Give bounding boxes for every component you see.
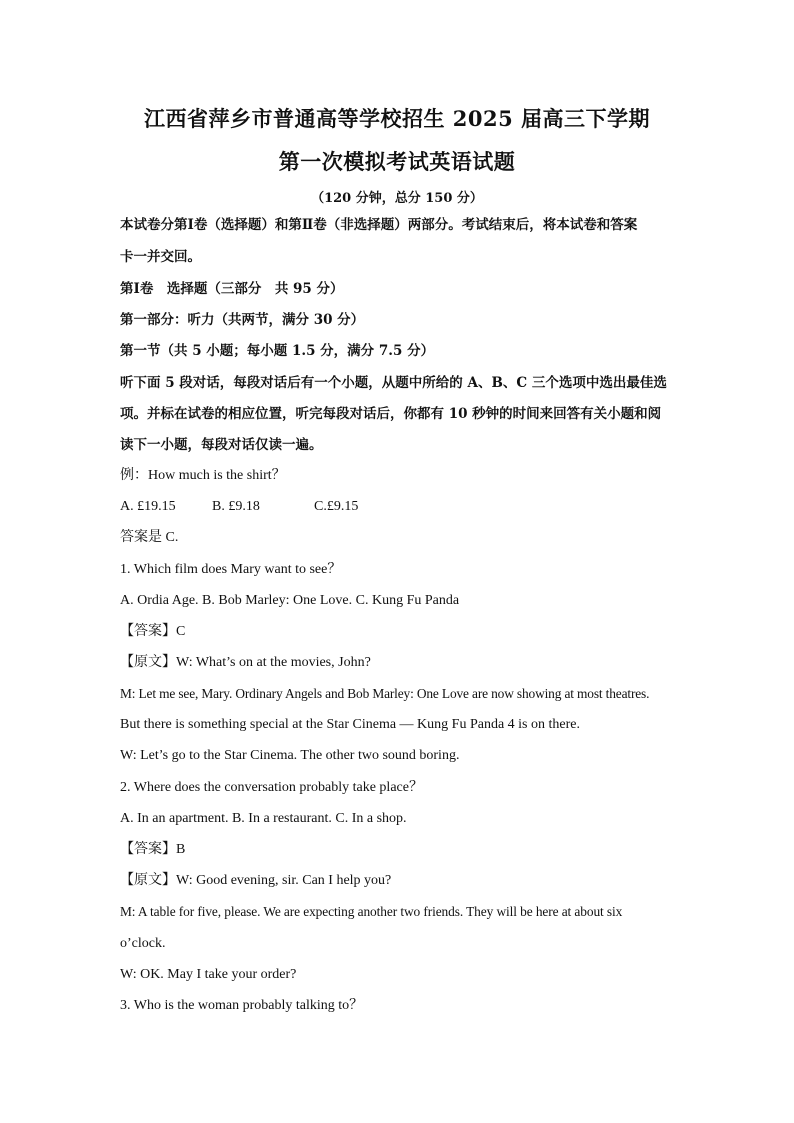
question-2: 2. Where does the conversation probably take place？: [120, 780, 423, 795]
question-2-transcript-line1: 【原文】W: Good evening, sir. Can I help you?: [120, 873, 392, 888]
part-one-heading: 第一部分：听力（共两节，满分 30 分）: [120, 312, 365, 328]
question-2-options: A. In an apartment. B. In a restaurant. C. In a shop.: [120, 811, 407, 826]
exam-title-line1: 江西省萍乡市普通高等学校招生 2025 届高三下学期: [143, 106, 651, 131]
section-one-heading: 第一节（共 5 小题；每小题 1.5 分，满分 7.5 分）: [120, 343, 435, 359]
question-2-transcript-line3: o’clock.: [120, 936, 166, 951]
question-3: 3. Who is the woman probably talking to？: [120, 998, 364, 1013]
exam-title-line2: 第一次模拟考试英语试题: [278, 149, 516, 174]
question-1-transcript-line3: But there is something special at the Star Cinema — Kung Fu Panda 4 is on there.: [120, 717, 580, 732]
question-2-answer: 【答案】B: [120, 842, 186, 857]
exam-duration: （120 分钟，总分 150 分）: [311, 191, 483, 206]
question-1-answer: 【答案】C: [120, 624, 186, 639]
directions-line1: 听下面 5 段对话，每段对话后有一个小题，从题中所给的 A、B、C 三个选项中选出最佳选: [120, 375, 667, 391]
question-1: 1. Which film does Mary want to see？: [120, 562, 342, 577]
instructions-line1: 本试卷分第Ⅰ卷（选择题）和第Ⅱ卷（非选择题）两部分。考试结束后，将本试卷和答案: [120, 217, 638, 233]
example-question: 例：How much is the shirt？: [120, 468, 286, 483]
example-option-a: A. £19.15: [120, 499, 176, 514]
instructions-line2: 卡一并交回。: [120, 249, 201, 265]
question-1-options: A. Ordia Age. B. Bob Marley: One Love. C. Kung Fu Panda: [120, 593, 460, 608]
example-answer: 答案是 C.: [120, 530, 179, 545]
question-1-transcript-line2: M: Let me see, Mary. Ordinary Angels and Bob Marley: One Love are now showing at most theatres.: [120, 686, 650, 701]
example-options: [120, 498, 358, 516]
volume-one-heading: 第Ⅰ卷 选择题（三部分 共 95 分）: [120, 281, 344, 297]
question-2-transcript-line2: M: A table for five, please. We are expecting another two friends. They will be here at about six: [120, 904, 623, 919]
directions-line2: 项。并标在试卷的相应位置，听完每段对话后，你都有 10 秒钟的时间来回答有关小题和阅: [120, 406, 662, 422]
example-option-c: C.£9.15: [314, 499, 359, 514]
example-option-b: B. £9.18: [212, 499, 260, 514]
directions-line3: 读下一小题，每段对话仅读一遍。: [120, 437, 323, 453]
question-2-transcript-line4: W: OK. May I take your order?: [120, 967, 297, 982]
question-1-transcript-line4: W: Let’s go to the Star Cinema. The other two sound boring.: [120, 748, 460, 763]
question-1-transcript-line1: 【原文】W: What’s on at the movies, John?: [120, 655, 371, 670]
